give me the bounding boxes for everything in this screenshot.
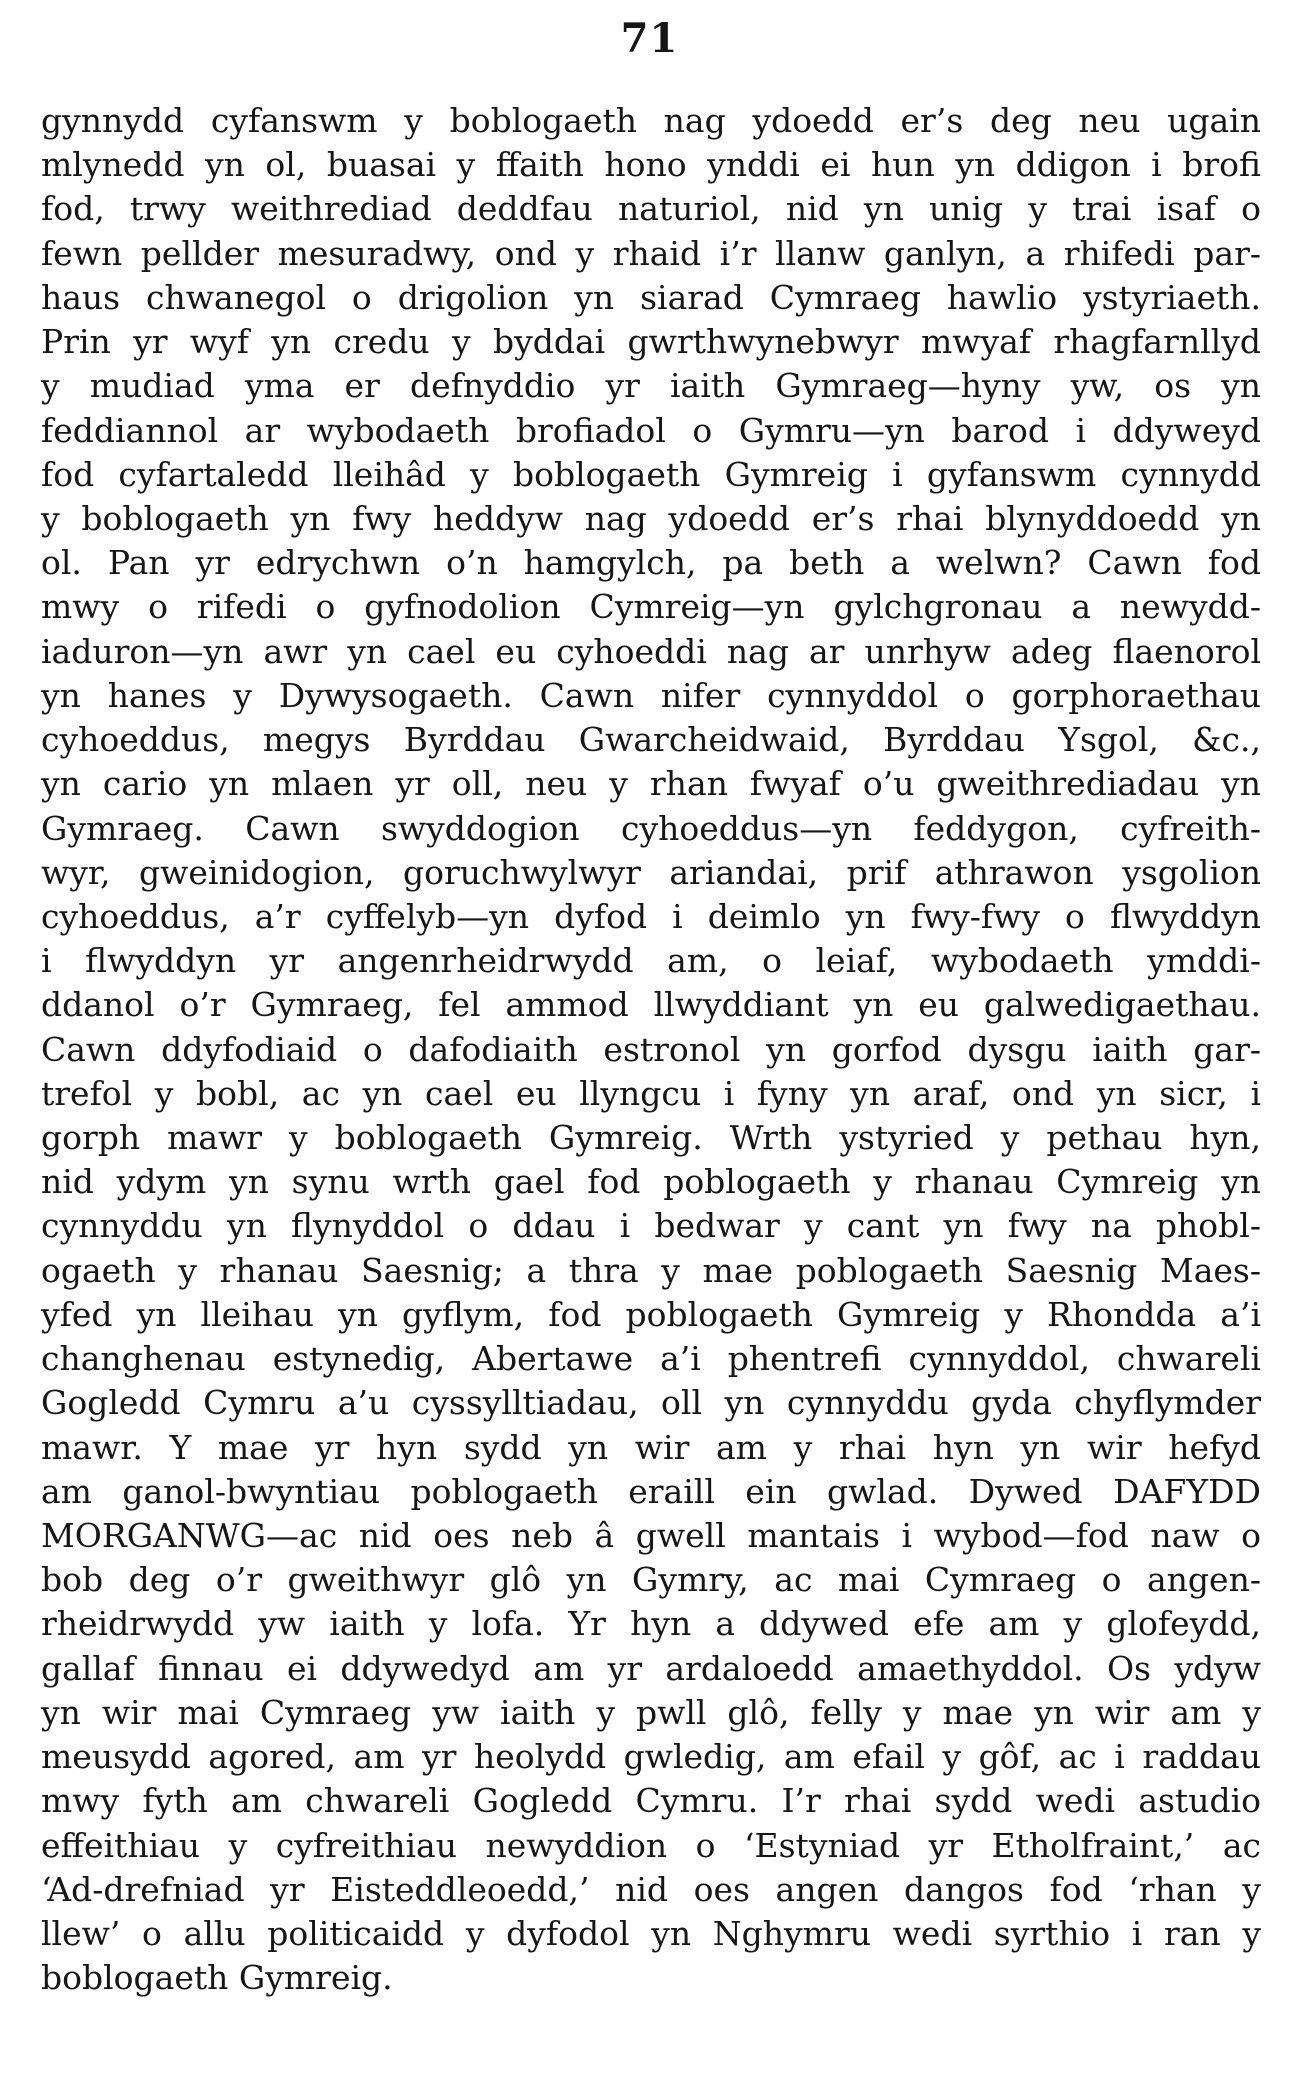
page-number: 71	[620, 15, 679, 62]
text-line: boblogaeth Gymreig.	[41, 1958, 393, 1998]
text-line: fod, trwy weithrediad deddfau naturiol, nid yn unig y trai isaf o	[41, 189, 1261, 229]
text-line: wyr, gweinidogion, goruchwylwyr ariandai, prif athrawon ysgolion	[41, 852, 1261, 892]
text-line: Gogledd Cymru a’u cyssylltiadau, oll yn cynnyddu gyda chyflymder	[41, 1383, 1261, 1423]
text-line: ddanol o’r Gymraeg, fel ammod llwyddiant yn eu galwedigaethau.	[41, 985, 1261, 1025]
text-line: meusydd agored, am yr heolydd gwledig, am efail y gôf, ac i raddau	[41, 1737, 1261, 1777]
text-line: cynnyddu yn flynyddol o ddau i bedwar y cant yn fwy na phobl-	[41, 1206, 1261, 1246]
text-line: effeithiau y cyfreithiau newyddion o ‘Estyniad yr Etholfraint,’ ac	[41, 1825, 1261, 1865]
text-line: rheidrwydd yw iaith y lofa. Yr hyn a ddywed efe am y glofeydd,	[41, 1604, 1261, 1644]
text-line: mwy o rifedi o gyfnodolion Cymreig—yn gylchgronau a newydd-	[41, 587, 1261, 627]
text-line: ‘Ad-drefniad yr Eisteddleoedd,’ nid oes angen dangos fod ‘rhan y	[41, 1869, 1261, 1909]
text-line: changhenau estynedig, Abertawe a’i phentrefi cynnyddol, chwareli	[41, 1339, 1261, 1379]
text-line: feddiannol ar wybodaeth brofiadol o Gymru—yn barod i ddyweyd	[41, 410, 1261, 450]
text-line: y mudiad yma er defnyddio yr iaith Gymraeg—hyny yw, os yn	[41, 366, 1261, 406]
text-line: trefol y bobl, ac yn cael eu llyngcu i fyny yn araf, ond yn sicr, i	[41, 1073, 1261, 1113]
text-line: mawr. Y mae yr hyn sydd yn wir am y rhai hyn yn wir hefyd	[41, 1427, 1261, 1467]
text-line: yfed yn lleihau yn gyflym, fod poblogaeth Gymreig y Rhondda a’i	[41, 1294, 1261, 1334]
paragraph	[41, 99, 1261, 2000]
text-line: iaduron—yn awr yn cael eu cyhoeddi nag ar unrhyw adeg flaenorol	[41, 631, 1261, 671]
text-line: gorph mawr y boblogaeth Gymreig. Wrth ystyried y pethau hyn,	[41, 1118, 1261, 1158]
text-line: mlynedd yn ol, buasai y ffaith hono ynddi ei hun yn ddigon i brofi	[41, 145, 1261, 185]
text-line: yn hanes y Dywysogaeth. Cawn nifer cynnyddol o gorphoraethau	[41, 675, 1261, 715]
text-line: gynnydd cyfanswm y boblogaeth nag ydoedd er’s deg neu ugain	[41, 101, 1261, 140]
text-line: fod cyfartaledd lleihâd y boblogaeth Gymreig i gyfanswm cynnydd	[41, 454, 1261, 494]
text-line: gallaf finnau ei ddywedyd am yr ardaloedd amaethyddol. Os ydyw	[41, 1648, 1261, 1688]
text-line: MORGANWG—ac nid oes neb â gwell mantais i wybod—fod naw o	[41, 1516, 1261, 1555]
text-line: haus chwanegol o drigolion yn siarad Cymraeg hawlio ystyriaeth.	[41, 277, 1261, 317]
text-line: Prin yr wyf yn credu y byddai gwrthwynebwyr mwyaf rhagfarnllyd	[41, 322, 1261, 362]
text-line: ol. Pan yr edrychwn o’n hamgylch, pa beth a welwn? Cawn fod	[41, 543, 1261, 583]
text-line: bob deg o’r gweithwyr glô yn Gymry, ac mai Cymraeg o angen-	[41, 1560, 1261, 1600]
text-line: Cawn ddyfodiaid o dafodiaith estronol yn gorfod dysgu iaith gar-	[41, 1029, 1261, 1069]
text-line: yn cario yn mlaen yr oll, neu y rhan fwyaf o’u gweithrediadau yn	[41, 764, 1261, 804]
text-line: cyhoeddus, megys Byrddau Gwarcheidwaid, Byrddau Ysgol, &c.,	[41, 720, 1261, 760]
text-line: Gymraeg. Cawn swyddogion cyhoeddus—yn feddygon, cyfreith-	[41, 808, 1261, 848]
text-line: y boblogaeth yn fwy heddyw nag ydoedd er’s rhai blynyddoedd yn	[41, 498, 1261, 538]
text-line: yn wir mai Cymraeg yw iaith y pwll glô, felly y mae yn wir am y	[41, 1692, 1261, 1732]
text-line: nid ydym yn synu wrth gael fod poblogaeth y rhanau Cymreig yn	[41, 1162, 1261, 1202]
text-line: cyhoeddus, a’r cyffelyb—yn dyfod i deimlo yn fwy-fwy o flwyddyn	[41, 896, 1261, 936]
text-line: ogaeth y rhanau Saesnig; a thra y mae poblogaeth Saesnig Maes-	[41, 1250, 1261, 1290]
text-line: fewn pellder mesuradwy, ond y rhaid i’r llanw ganlyn, a rhifedi par-	[41, 233, 1261, 273]
text-line: am ganol-bwyntiau poblogaeth eraill ein gwlad. Dywed DAFYDD	[41, 1471, 1261, 1511]
text-line: llew’ o allu politicaidd y dyfodol yn Nghymru wedi syrthio i ran y	[41, 1913, 1261, 1953]
text-line: mwy fyth am chwareli Gogledd Cymru. I’r rhai sydd wedi astudio	[41, 1781, 1261, 1821]
text-line: i flwyddyn yr angenrheidrwydd am, o leiaf, wybodaeth ymddi-	[41, 941, 1261, 981]
